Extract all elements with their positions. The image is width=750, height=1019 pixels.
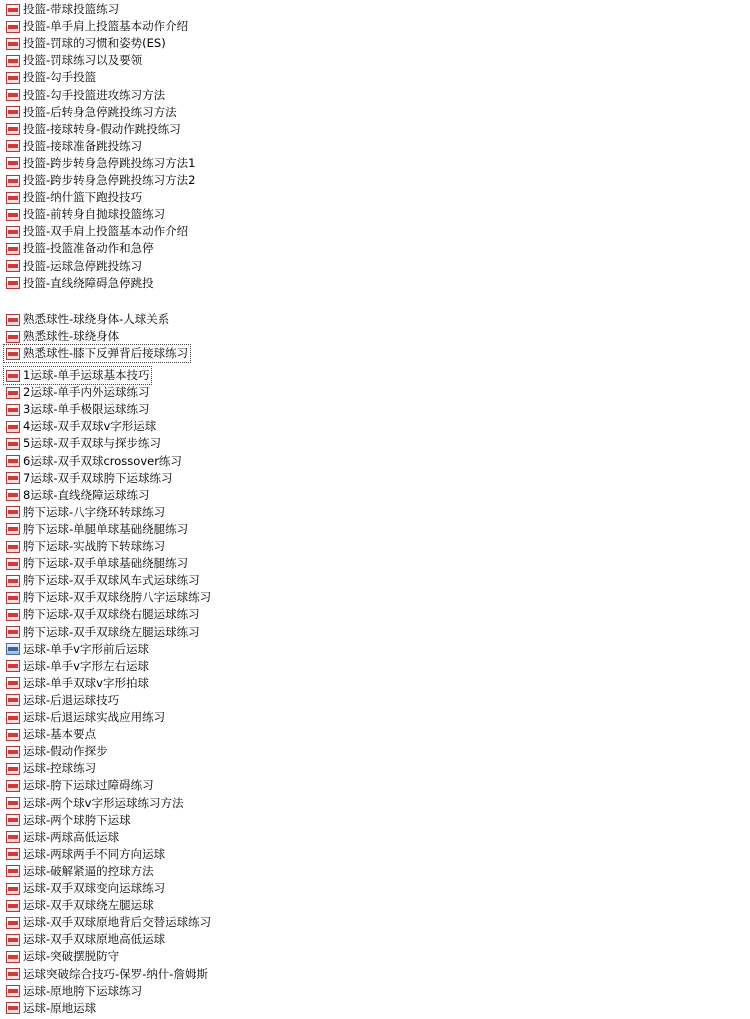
file-item[interactable]: [4, 589, 213, 606]
mp4-file-icon: [6, 712, 20, 724]
file-item-entry[interactable]: [4, 121, 183, 138]
mp4-file-icon: [6, 106, 20, 118]
file-item[interactable]: [4, 624, 202, 641]
file-item[interactable]: [4, 453, 184, 470]
file-name: 运球突破综合技巧-保罗-纳什-詹姆斯: [23, 966, 208, 981]
file-item[interactable]: [4, 521, 190, 538]
file-item[interactable]: [4, 812, 133, 829]
file-name: 7运球-双手双球胯下运球练习: [23, 470, 173, 485]
file-name: 投篮-后转身急停跳投练习方法: [23, 104, 177, 119]
file-item[interactable]: [4, 504, 167, 521]
mp4-file-icon: [6, 348, 20, 360]
file-item-entry[interactable]: [4, 172, 197, 189]
mp4-file-icon: [6, 21, 20, 33]
file-item[interactable]: [4, 983, 144, 1000]
file-item[interactable]: [4, 743, 110, 760]
file-name: 投篮-投篮准备动作和急停: [23, 241, 154, 256]
file-item[interactable]: [4, 470, 174, 487]
file-item-entry[interactable]: [4, 384, 151, 401]
file-name: 5运球-双手双球与探步练习: [23, 436, 161, 451]
mp4-file-icon: [6, 404, 20, 416]
file-item[interactable]: [4, 189, 144, 206]
file-item-entry[interactable]: [4, 863, 156, 880]
mp4-file-icon: [6, 660, 20, 672]
file-name: 投篮-纳什篮下跑投技巧: [23, 190, 143, 205]
file-item-entry[interactable]: [4, 189, 144, 206]
file-name: 胯下运球-双手双球风车式运球练习: [23, 573, 200, 588]
mp4-file-icon: [6, 314, 20, 326]
file-item[interactable]: [4, 658, 151, 675]
file-name: 运球-两球两手不同方向运球: [23, 846, 166, 861]
mp4-file-icon: [6, 421, 20, 433]
file-item-entry[interactable]: [4, 521, 190, 538]
file-item-selected[interactable]: [4, 367, 151, 384]
file-item[interactable]: [4, 709, 167, 726]
file-item-entry[interactable]: [4, 155, 197, 172]
file-item[interactable]: [4, 675, 151, 692]
file-item-entry[interactable]: [4, 589, 213, 606]
file-name: 熟悉球性-球绕身体: [23, 329, 120, 344]
mp4-file-icon: [6, 89, 20, 101]
file-item-entry[interactable]: [4, 87, 167, 104]
mp4-file-icon: [6, 865, 20, 877]
file-item-entry[interactable]: [4, 760, 98, 777]
file-name: 运球-原地胯下运球练习: [23, 983, 143, 998]
file-name: 运球-后退运球实战应用练习: [23, 710, 166, 724]
file-name: 运球-单手v字形左右运球: [23, 658, 149, 673]
file-item[interactable]: [4, 880, 167, 897]
file-item-selected[interactable]: [4, 345, 190, 362]
file-item-entry[interactable]: [4, 453, 184, 470]
file-name: 运球-基本要点: [23, 727, 97, 742]
file-item-entry[interactable]: [4, 641, 151, 658]
mp4-file-icon: [6, 694, 20, 706]
file-item[interactable]: [4, 69, 98, 86]
file-item-entry[interactable]: [4, 777, 156, 794]
file-name: 1运球-单手运球基本技巧: [23, 368, 150, 382]
mp4-file-icon: [6, 192, 20, 204]
file-name: 投篮-前转身自抛球投篮练习: [23, 207, 166, 222]
mp4-file-icon: [6, 455, 20, 467]
file-item-entry[interactable]: [4, 1, 121, 18]
file-item-entry[interactable]: [4, 206, 167, 223]
file-name: 运球-破解紧逼的控球方法: [23, 863, 154, 878]
file-item-entry[interactable]: [4, 401, 151, 418]
file-name: 投篮-勾手投篮进攻练习方法: [23, 87, 166, 102]
mp4-file-icon: [6, 780, 20, 792]
mp4-file-icon: [6, 558, 20, 570]
file-name: 运球-两个球v字形运球练习方法: [23, 795, 184, 810]
file-name: 投篮-单手肩上投篮基本动作介绍: [23, 19, 189, 34]
file-name: 运球-单手双球v字形拍球: [23, 675, 149, 690]
file-item[interactable]: [4, 258, 144, 275]
file-item-entry[interactable]: [4, 311, 171, 328]
file-name: 运球-单手v字形前后运球: [23, 641, 149, 656]
mp4-file-icon: [6, 883, 20, 895]
file-item-entry[interactable]: [4, 487, 151, 504]
mp4-file-icon: [6, 746, 20, 758]
mp4-file-icon: [6, 626, 20, 638]
file-item-entry[interactable]: [4, 966, 210, 983]
file-item-entry[interactable]: [4, 812, 133, 829]
file-item-entry[interactable]: [4, 692, 121, 709]
file-item[interactable]: [4, 897, 156, 914]
file-item[interactable]: [4, 155, 197, 172]
mp4-file-icon: [6, 814, 20, 826]
file-item[interactable]: [4, 1000, 98, 1017]
file-item[interactable]: [4, 1, 121, 18]
mp4-file-icon: [6, 506, 20, 518]
file-item[interactable]: [4, 795, 185, 812]
mp4-file-icon: [6, 900, 20, 912]
mp4-file-icon: [6, 243, 20, 255]
mp4-file-icon: [6, 951, 20, 963]
file-name: 胯下运球-双手双球绕右腿运球练习: [23, 607, 200, 622]
file-item-entry[interactable]: [4, 846, 167, 863]
mp4-file-icon: [6, 331, 20, 343]
file-name: 投篮-罚球的习惯和姿势(ES): [23, 36, 166, 51]
file-item-entry[interactable]: [4, 258, 144, 275]
mp4-file-icon: [6, 541, 20, 553]
mp4-file-icon: [6, 38, 20, 50]
file-item-entry[interactable]: [4, 914, 213, 931]
mp4-file-icon: [6, 370, 20, 382]
file-item[interactable]: [4, 966, 210, 983]
file-name: 熟悉球性-膝下反弹背后接球练习: [23, 346, 189, 361]
file-item-entry[interactable]: [4, 104, 179, 121]
file-name: 运球-双手双球原地背后交替运球练习: [23, 915, 212, 930]
file-name: 投篮-跨步转身急停跳投练习方法2: [23, 173, 196, 187]
file-item[interactable]: [4, 418, 158, 435]
file-item[interactable]: [4, 328, 121, 345]
file-item[interactable]: [4, 35, 168, 52]
file-name: 运球-双手双球变向运球练习: [23, 881, 166, 895]
file-name: 3运球-单手极限运球练习: [23, 402, 150, 417]
file-item-entry[interactable]: [4, 418, 158, 435]
file-item-entry[interactable]: [4, 983, 144, 1000]
file-item[interactable]: [4, 384, 151, 401]
file-name: 运球-两个球胯下运球: [23, 812, 131, 827]
mp4-file-icon: [6, 763, 20, 775]
mp4-file-icon: [6, 55, 20, 67]
file-item-entry[interactable]: [4, 606, 202, 623]
file-item-entry[interactable]: [4, 829, 121, 846]
mp4-file-icon: [6, 985, 20, 997]
file-item[interactable]: [4, 240, 156, 257]
file-name: 运球-突破摆脱防守: [23, 949, 120, 964]
file-item[interactable]: [4, 606, 202, 623]
file-item-entry[interactable]: [4, 709, 167, 726]
file-name: 运球-胯下运球过障碍练习: [23, 778, 154, 793]
mp4-file-icon: [6, 575, 20, 587]
file-item[interactable]: [4, 172, 197, 189]
file-item-entry[interactable]: [4, 69, 98, 86]
mp4-file-icon: [6, 592, 20, 604]
file-item-entry[interactable]: [4, 470, 174, 487]
file-item-entry[interactable]: [4, 880, 167, 897]
file-name: 投篮-跨步转身急停跳投练习方法1: [23, 155, 196, 170]
mp4-file-icon: [6, 489, 20, 501]
flv-file-icon: [6, 643, 20, 655]
file-item-entry[interactable]: [4, 275, 156, 292]
file-name: 投篮-运球急停跳投练习: [23, 258, 143, 273]
file-name: 2运球-单手内外运球练习: [23, 385, 150, 400]
file-item[interactable]: [4, 726, 98, 743]
mp4-file-icon: [6, 123, 20, 135]
file-name: 6运球-双手双球crossover练习: [23, 453, 182, 468]
file-item-entry[interactable]: [4, 504, 167, 521]
file-item-entry[interactable]: [4, 624, 202, 641]
file-item-entry[interactable]: [4, 897, 156, 914]
file-item[interactable]: [4, 846, 167, 863]
file-item-entry[interactable]: [4, 743, 110, 760]
file-name: 投篮-接球准备跳投练习: [23, 138, 143, 153]
mp4-file-icon: [6, 226, 20, 238]
file-item[interactable]: [4, 138, 144, 155]
file-item[interactable]: [4, 948, 121, 965]
file-item[interactable]: [4, 223, 190, 240]
file-name: 投篮-勾手投篮: [23, 70, 97, 85]
file-item[interactable]: [4, 18, 190, 35]
file-item-entry[interactable]: [4, 675, 151, 692]
mp4-file-icon: [6, 209, 20, 221]
file-item-entry[interactable]: [4, 948, 121, 965]
file-item[interactable]: [4, 104, 179, 121]
file-item-entry[interactable]: [4, 52, 144, 69]
file-item[interactable]: [4, 87, 167, 104]
file-name: 投篮-罚球练习以及要领: [23, 53, 143, 68]
file-name: 胯下运球-双手双球绕左腿运球练习: [23, 624, 200, 639]
file-item[interactable]: [4, 52, 144, 69]
file-item-entry[interactable]: [4, 931, 167, 948]
mp4-file-icon: [6, 797, 20, 809]
mp4-file-icon: [6, 72, 20, 84]
file-item-entry[interactable]: [4, 18, 190, 35]
file-item-entry[interactable]: [4, 1000, 98, 1017]
file-item[interactable]: [4, 863, 156, 880]
file-item-entry[interactable]: [4, 328, 121, 345]
mp4-file-icon: [6, 677, 20, 689]
file-item[interactable]: [4, 829, 121, 846]
file-name: 胯下运球-八字绕环转球练习: [23, 504, 166, 519]
file-name: 胯下运球-双手双球绕胯八字运球练习: [23, 590, 212, 605]
file-item[interactable]: [4, 121, 183, 138]
file-item-entry[interactable]: [4, 555, 190, 572]
file-item-entry[interactable]: [4, 240, 156, 257]
file-name: 运球-控球练习: [23, 761, 97, 776]
file-item[interactable]: [4, 538, 167, 555]
mp4-file-icon: [6, 472, 20, 484]
file-item[interactable]: [4, 931, 167, 948]
file-name: 胯下运球-实战胯下转球练习: [23, 539, 166, 553]
file-name: 运球-双手双球绕左腿运球: [23, 898, 154, 913]
file-name: 运球-原地运球: [23, 1000, 97, 1015]
file-item[interactable]: [4, 914, 213, 931]
mp4-file-icon: [6, 848, 20, 860]
file-name: 投篮-接球转身-假动作跳投练习: [23, 121, 181, 136]
file-item-entry[interactable]: [4, 138, 144, 155]
mp4-file-icon: [6, 4, 20, 16]
file-item[interactable]: [4, 641, 151, 658]
mp4-file-icon: [6, 260, 20, 272]
file-item[interactable]: [4, 367, 151, 384]
file-item[interactable]: [4, 487, 151, 504]
file-item-entry[interactable]: [4, 658, 151, 675]
file-item[interactable]: [4, 401, 151, 418]
mp4-file-icon: [6, 157, 20, 169]
file-name: 投篮-直线绕障碍急停跳投: [23, 275, 154, 290]
file-name: 胯下运球-双手单球基础绕腿练习: [23, 556, 189, 571]
file-item[interactable]: [4, 777, 156, 794]
file-name: 运球-两球高低运球: [23, 829, 120, 844]
mp4-file-icon: [6, 917, 20, 929]
file-item[interactable]: [4, 572, 202, 589]
file-item[interactable]: [4, 760, 98, 777]
file-item-entry[interactable]: [4, 223, 190, 240]
file-item[interactable]: [4, 692, 121, 709]
file-item[interactable]: [4, 345, 190, 362]
mp4-file-icon: [6, 934, 20, 946]
mp4-file-icon: [6, 1002, 20, 1014]
file-name: 运球-后退运球技巧: [23, 692, 120, 707]
file-name: 熟悉球性-球绕身体-人球关系: [23, 312, 170, 326]
mp4-file-icon: [6, 277, 20, 289]
file-item[interactable]: [4, 555, 190, 572]
file-name: 8运球-直线绕障运球练习: [23, 487, 150, 502]
file-item-entry[interactable]: [4, 726, 98, 743]
mp4-file-icon: [6, 729, 20, 741]
mp4-file-icon: [6, 140, 20, 152]
mp4-file-icon: [6, 609, 20, 621]
file-item[interactable]: [4, 275, 156, 292]
file-name: 运球-双手双球原地高低运球: [23, 932, 166, 947]
mp4-file-icon: [6, 387, 20, 399]
file-item-entry[interactable]: [4, 435, 163, 452]
file-name: 运球-假动作探步: [23, 744, 108, 759]
file-item[interactable]: [4, 435, 163, 452]
file-item[interactable]: [4, 206, 167, 223]
file-item[interactable]: [4, 311, 171, 328]
file-item-entry[interactable]: [4, 538, 167, 555]
file-name: 胯下运球-单腿单球基础绕腿练习: [23, 521, 189, 536]
file-name: 投篮-带球投篮练习: [23, 2, 120, 16]
file-item-entry[interactable]: [4, 35, 168, 52]
file-name: 投篮-双手肩上投篮基本动作介绍: [23, 224, 189, 239]
file-item-entry[interactable]: [4, 572, 202, 589]
file-name: 4运球-双手双球v字形运球: [23, 419, 157, 434]
mp4-file-icon: [6, 831, 20, 843]
mp4-file-icon: [6, 175, 20, 187]
file-item-entry[interactable]: [4, 795, 185, 812]
mp4-file-icon: [6, 438, 20, 450]
mp4-file-icon: [6, 968, 20, 980]
mp4-file-icon: [6, 523, 20, 535]
